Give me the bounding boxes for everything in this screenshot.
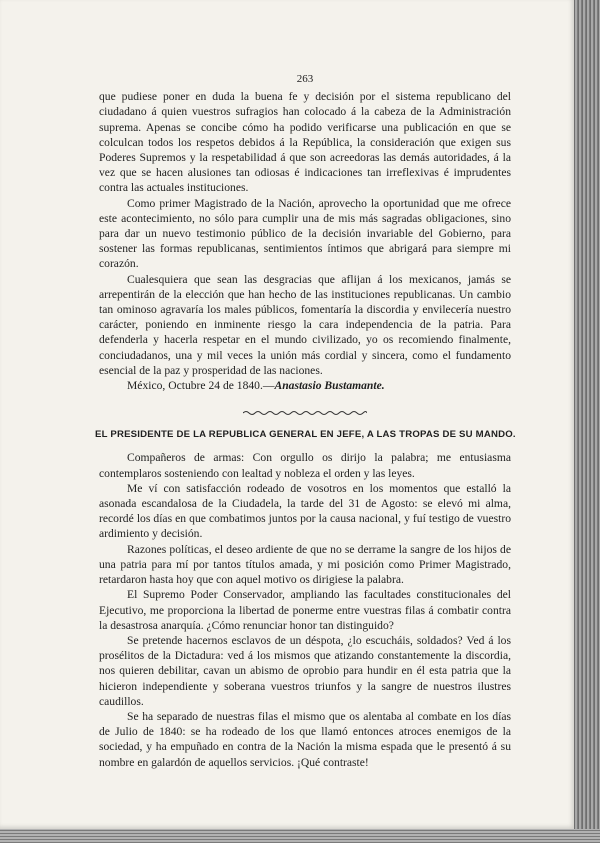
letter2-paragraph-6: Se ha separado de nuestras filas el mismo que os alentaba al combate en los días de Julio de 1840: se ha rodeado de los que llamó entonces atroces enemigos de la sociedad, y ha empuñado en contra de la Nación la misma espada que le presentó á su nombre en galardón de aquellos servicios. ¡Qué contraste! (99, 709, 511, 769)
page-text-column (95, 72, 516, 770)
letter1-paragraph-2: Como primer Magistrado de la Nación, aprovecho la oportunidad que me ofrece este acontecimiento, no sólo para cumplir una de mis más sagradas obligaciones, sino para dar un nuevo testimonio público de la decisión invariable del Gobierno, para sostener las formas republicanas, sentimientos íntimos que abrigará para siempre mi corazón. (99, 196, 511, 271)
letter2-paragraph-1: Compañeros de armas: Con orgullo os dirijo la palabra; me entusiasma contemplaros sosteniendo con lealtad y nobleza el orden y las leyes. (99, 451, 511, 480)
scan-edge-bottom (0, 829, 600, 843)
section-heading: EL PRESIDENTE DE LA REPUBLICA GENERAL EN JEFE, A LAS TROPAS DE SU MANDO. (95, 429, 516, 441)
section-divider-ornament (99, 405, 511, 413)
letter1-closing (99, 378, 511, 393)
letter2-paragraph-5: Se pretende hacernos esclavos de un déspota, ¿lo escucháis, soldados? Ved á los prosélitos de la Dictadura: ved á los mismos que atizando constantemente la discordia, nos quieren debilitar, cavan un abismo de oprobio para hundir en él esta patria que la hicieron independiente y soberana vuestros triunfos y la sangre de nuestros ilustres caudillos. (99, 633, 511, 708)
page-number: 263 (296, 73, 314, 85)
letter1-paragraph-3: Cualesquiera que sean las desgracias que aflijan á los mexicanos, jamás se arrepentirán de la elección que han hecho de las instituciones republicanas. Un cambio tan ominoso agravaría los males públicos, fomentaría la discordia y envilecería nuestro carácter, poniendo en inminente riesgo la cara independencia de la patria. Para defenderla y hacerla respetar en el mundo civilizado, yo os recomiendo finalmente, conciudadanos, una y mil veces la unión más cordial y sincera, como el fundamento esencial de la paz y prosperidad de las naciones. (99, 272, 511, 377)
closing-place-date: México, Octubre 24 de 1840.— (127, 379, 275, 393)
scan-edge-right (574, 0, 600, 843)
letter2-paragraph-3: Razones políticas, el deseo ardiente de que no se derrame la sangre de los hijos de una patria para mí por tantos títulos amada, y mi posición como Primer Magistrado, retardaron hasta hoy que con aquel motivo os dirigiese la palabra. (99, 542, 511, 587)
letter1-paragraph-1: que pudiese poner en duda la buena fe y decisión por el sistema republicano del ciudadano á quien vuestros sufragios han colocado á la cabeza de la Administración suprema. Apenas se concibe cómo ha podido verificarse una publicación en que se colculcan todos los respetos debidos á la República, la consideración que exigen sus Poderes Supremos y la respetabilidad á que son acreedoras las demás autoridades, á la vez que se hacen alusiones tan odiosas é indicaciones tan irreflexivas é imprudentes contra las actuales instituciones. (99, 90, 511, 195)
letter2-paragraph-4: El Supremo Poder Conservador, ampliando las facultades constitucionales del Ejecutivo, me proporciona la libertad de ponerme entre vuestras filas á combatir contra la desastrosa anarquía. ¿Cómo renunciar honor tan distinguido? (99, 588, 511, 632)
letter2-paragraph-2: Me ví con satisfacción rodeado de vosotros en los momentos que estalló la asonada escandalosa de la Ciudadela, la tarde del 31 de Agosto: se elevó mi alma, recordé los días en que combatimos juntos por la causa nacional, y fuí testigo de vuestro ardimiento y decisión. (99, 481, 511, 541)
signature: Anastasio Bustamante. (274, 379, 385, 393)
